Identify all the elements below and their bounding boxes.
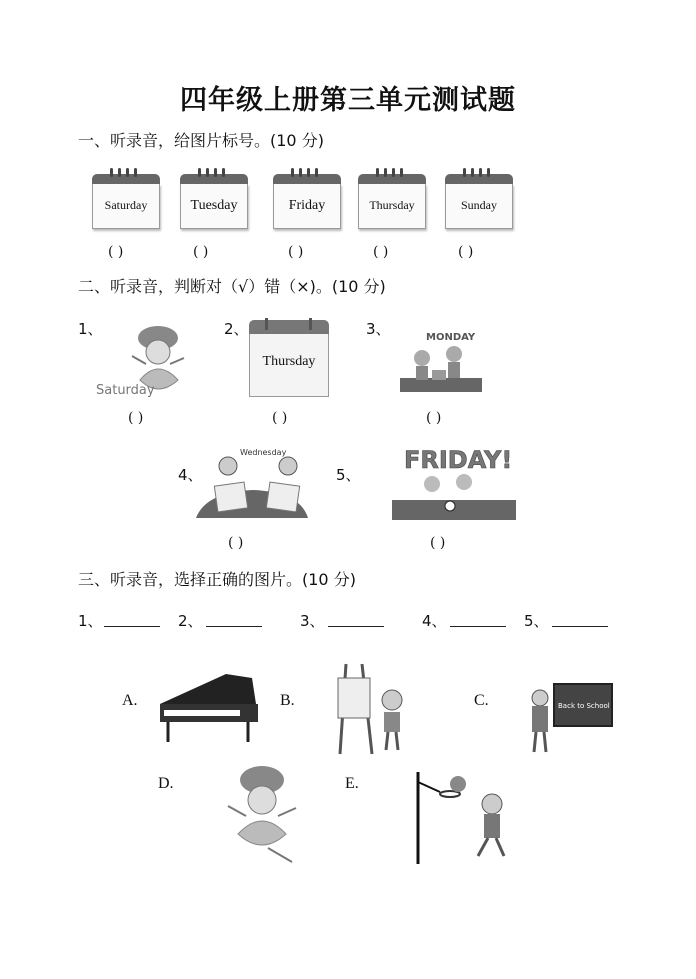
calendar-label: Thursday: [369, 198, 415, 212]
option-label-c: C.: [474, 692, 489, 709]
answer-blank[interactable]: [104, 612, 160, 627]
item-number: 2、: [224, 320, 249, 338]
option-label-b: B.: [280, 692, 295, 709]
dancing-girl-icon: [216, 764, 308, 868]
option-label-d: D.: [158, 775, 174, 792]
answer-paren[interactable]: ( ): [128, 410, 144, 426]
item-number: 4、: [178, 466, 203, 484]
blank-number: 5、: [524, 612, 549, 630]
caption-saturday: Saturday: [96, 383, 155, 398]
answer-paren[interactable]: ( ): [426, 410, 442, 426]
answer-blank[interactable]: [450, 612, 506, 627]
teacher-blackboard-icon: [520, 682, 614, 756]
calendar-thursday: [358, 168, 426, 230]
blank-number: 3、: [300, 612, 325, 630]
item-number: 3、: [366, 320, 391, 338]
answer-paren[interactable]: ( ): [193, 244, 209, 260]
calendar-tuesday: [180, 168, 248, 230]
blank-number: 1、: [78, 612, 103, 630]
answer-blank[interactable]: [206, 612, 262, 627]
calendar-label: Tuesday: [190, 198, 238, 213]
answer-paren[interactable]: ( ): [228, 535, 244, 551]
calendar-label: Friday: [288, 198, 326, 213]
section1-heading: 一、听录音，给图片标号。(10 分): [78, 131, 324, 150]
monday-picnic-icon: [396, 328, 486, 396]
answer-blank[interactable]: [552, 612, 608, 627]
answer-paren[interactable]: ( ): [373, 244, 389, 260]
option-label-a: A.: [122, 692, 138, 709]
answer-paren[interactable]: ( ): [108, 244, 124, 260]
answer-paren[interactable]: ( ): [288, 244, 304, 260]
section2-heading: 二、听录音，判断对（√）错（×)。(10 分): [78, 277, 386, 296]
answer-paren[interactable]: ( ): [430, 535, 446, 551]
section3-heading: 三、听录音，选择正确的图片。(10 分): [78, 570, 356, 589]
calendar-thursday-large: [249, 318, 329, 398]
calendar-label: Thursday: [262, 354, 316, 369]
friday-caption: FRIDAY!: [404, 446, 513, 474]
monday-caption: MONDAY: [426, 332, 476, 343]
wednesday-caption: Wednesday: [240, 448, 287, 457]
dancing-girl-icon: [96, 320, 206, 400]
item-number: 1、: [78, 320, 103, 338]
item-number: 5、: [336, 466, 361, 484]
calendar-friday: [273, 168, 341, 230]
blank-number: 2、: [178, 612, 203, 630]
calendar-label: Sunday: [461, 198, 497, 212]
calendar-label: Saturday: [104, 198, 148, 212]
option-label-e: E.: [345, 775, 359, 792]
painting-kid-icon: [332, 660, 416, 758]
friday-soccer-icon: [392, 440, 516, 520]
calendar-sunday: [445, 168, 513, 230]
wednesday-kids-icon: [196, 444, 310, 520]
answer-blank[interactable]: [328, 612, 384, 627]
blank-number: 4、: [422, 612, 447, 630]
blackboard-text: Back to School: [558, 702, 610, 710]
answer-paren[interactable]: ( ): [458, 244, 474, 260]
page-title: 四年级上册第三单元测试题: [180, 85, 516, 116]
basketball-boy-icon: [412, 768, 522, 868]
calendar-saturday: [92, 168, 160, 230]
piano-icon: [156, 664, 264, 744]
answer-paren[interactable]: ( ): [272, 410, 288, 426]
